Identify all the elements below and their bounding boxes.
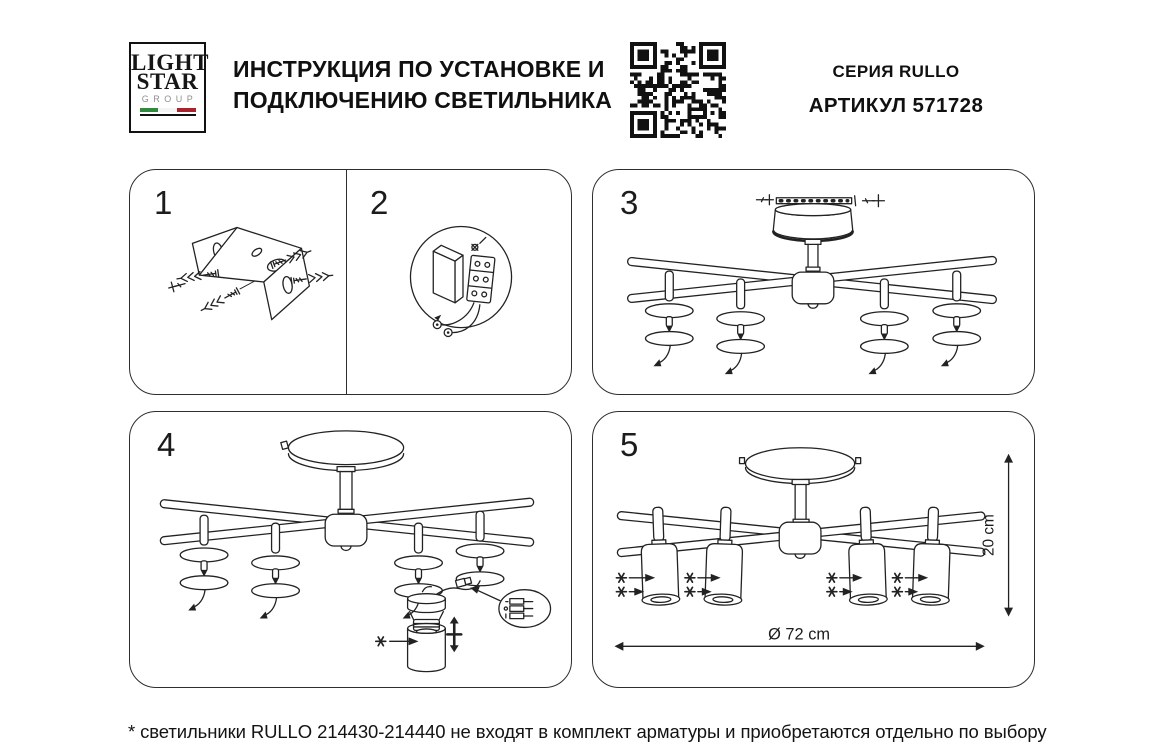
panel-step-3 [592,169,1035,395]
diameter-dimension-arrow [614,625,984,650]
step-1-number: 1 [154,184,173,221]
ceiling-canopy [281,431,404,471]
footnote: * светильники RULLO 214430-214440 не входят в комплект арматуры и приобретаются отдельно по выбору [128,720,1047,742]
panel-step-5 [592,411,1035,688]
terminal-block [467,255,495,303]
lamp-holder [395,523,443,618]
article-number: АРТИКУЛ 571728 [808,94,984,117]
wiring-detail-diagram [410,226,511,336]
step-4-diagram [130,412,571,687]
mounting-bracket-diagram [167,227,333,319]
screw-icon [757,195,774,205]
screw-icon [167,279,186,293]
stem [792,480,809,524]
title-line-1: ИНСТРУКЦИЯ ПО УСТАНОВКЕ И [233,56,605,82]
lamp-holder [933,271,981,366]
lightstar-logo [129,42,209,133]
terminal-detail-bubble [470,586,550,628]
step-5-diagram [593,412,1034,687]
step-1-2-diagram [130,170,571,394]
step-4-number: 4 [157,426,176,463]
logo-word-star: STAR [136,69,199,94]
screw-dowel-icon [199,287,239,314]
lamp-holder [180,515,228,610]
logo-word-light: LIGHT [131,50,209,75]
lamp-shade [846,507,887,606]
ceiling-canopy [773,204,852,241]
height-dimension-label: 20 cm [980,514,998,557]
step-2-number: 2 [370,184,389,221]
central-hub [792,272,834,308]
lamp-holder [646,271,694,366]
step-3-number: 3 [620,184,639,221]
qr-code [630,42,726,138]
lamp-holder [456,511,504,585]
italy-flag-icon [140,108,196,116]
ceiling-canopy [740,448,861,484]
central-hub [325,514,367,550]
product-info [780,62,1012,118]
central-hub [779,522,821,558]
series-label: СЕРИЯ RULLO [832,62,960,81]
height-dimension-arrow [981,454,1013,617]
diameter-dimension-label: Ø 72 cm [768,625,831,644]
lamp-holder [252,523,300,618]
page-title [233,54,612,116]
logo-word-group: GROUP [141,94,198,104]
panel-step-4 [129,411,572,688]
move-icon [447,617,461,653]
title-line-2: ПОДКЛЮЧЕНИЮ СВЕТИЛЬНИКА [233,87,613,113]
step-3-diagram [593,170,1034,394]
stem [337,467,355,514]
stem [805,239,821,271]
panel-steps-1-2 [129,169,572,395]
step-5-number: 5 [620,426,639,463]
